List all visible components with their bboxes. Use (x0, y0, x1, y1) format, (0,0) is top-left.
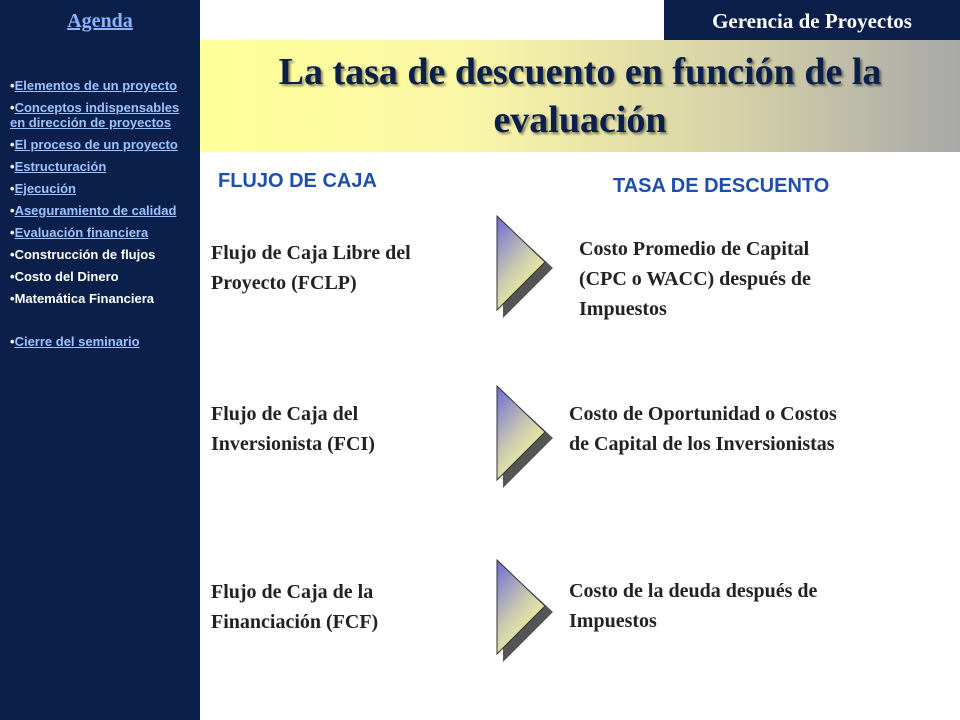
menu-item-cierre[interactable] (10, 334, 195, 349)
arrow-right-icon (495, 556, 555, 666)
arrow-right-icon (495, 212, 555, 322)
flow-label-fcf (211, 577, 378, 637)
rate-line: Costo Promedio de Capital (579, 238, 810, 260)
arrow-right-icon (495, 382, 555, 492)
menu-item-label[interactable]: Conceptos indispensables en dirección de proyectos (10, 100, 180, 130)
rate-line: Impuestos (569, 610, 657, 632)
menu-item-proceso[interactable] (10, 137, 195, 152)
menu-item-costo-dinero (10, 269, 195, 284)
page-title-line-2: evaluación (493, 99, 667, 141)
bullet: • (10, 334, 15, 349)
agenda-menu (10, 78, 195, 356)
menu-item-label: Construcción de flujos (14, 247, 156, 262)
bullet: • (10, 181, 15, 196)
menu-item-estructuracion[interactable] (10, 159, 195, 174)
flow-line: Inversionista (FCI) (211, 433, 375, 455)
menu-item-conceptos[interactable] (10, 100, 195, 130)
bullet: • (10, 100, 15, 115)
menu-item-ejecucion[interactable] (10, 181, 195, 196)
bullet: • (10, 247, 15, 262)
flow-line: Flujo de Caja Libre del (211, 242, 411, 264)
flow-label-fclp (211, 238, 411, 298)
menu-item-label[interactable]: Ejecución (14, 181, 76, 196)
menu-item-elementos[interactable] (10, 78, 195, 93)
bullet: • (10, 137, 15, 152)
bullet: • (10, 203, 15, 218)
menu-item-label[interactable]: Elementos de un proyecto (14, 78, 178, 93)
menu-item-construccion (10, 247, 195, 262)
page-title-line-1: La tasa de descuento en función de la (278, 51, 882, 93)
rate-line: (CPC o WACC) después de (579, 268, 811, 290)
bullet: • (10, 78, 15, 93)
section-tab: Gerencia de Proyectos (664, 0, 960, 42)
bullet: • (10, 291, 15, 306)
page-title (200, 48, 960, 144)
rate-line: Impuestos (579, 298, 667, 320)
menu-item-label[interactable]: Estructuración (14, 159, 107, 174)
menu-item-label: Matemática Financiera (14, 291, 155, 306)
sidebar (0, 0, 200, 720)
menu-item-matematica (10, 291, 195, 306)
menu-item-label: Costo del Dinero (14, 269, 119, 284)
rate-line: Costo de la deuda después de (569, 580, 818, 602)
flow-column-header: FLUJO DE CAJA (218, 170, 377, 192)
flow-line: Flujo de Caja de la (211, 581, 374, 603)
flow-label-fci (211, 399, 375, 459)
bullet: • (10, 159, 15, 174)
menu-item-label[interactable]: Evaluación financiera (14, 225, 149, 240)
bullet: • (10, 225, 15, 240)
menu-item-label[interactable]: Cierre del seminario (14, 334, 140, 349)
rate-line: Costo de Oportunidad o Costos (569, 403, 837, 425)
menu-item-aseguramiento[interactable] (10, 203, 195, 218)
agenda-link[interactable]: Agenda (67, 10, 133, 32)
flow-line: Proyecto (FCLP) (211, 272, 357, 294)
menu-item-label[interactable]: El proceso de un proyecto (14, 137, 178, 152)
rate-label-wacc (579, 234, 811, 324)
bullet: • (10, 269, 15, 284)
rate-line: de Capital de los Inversionistas (569, 433, 835, 455)
rate-label-oportunidad (569, 399, 837, 459)
flow-line: Financiación (FCF) (211, 611, 379, 633)
menu-item-evaluacion[interactable] (10, 225, 195, 240)
rate-label-deuda (569, 576, 817, 636)
menu-item-label[interactable]: Aseguramiento de calidad (14, 203, 177, 218)
rate-column-header: TASA DE DESCUENTO (613, 175, 830, 197)
flow-line: Flujo de Caja del (211, 403, 359, 425)
